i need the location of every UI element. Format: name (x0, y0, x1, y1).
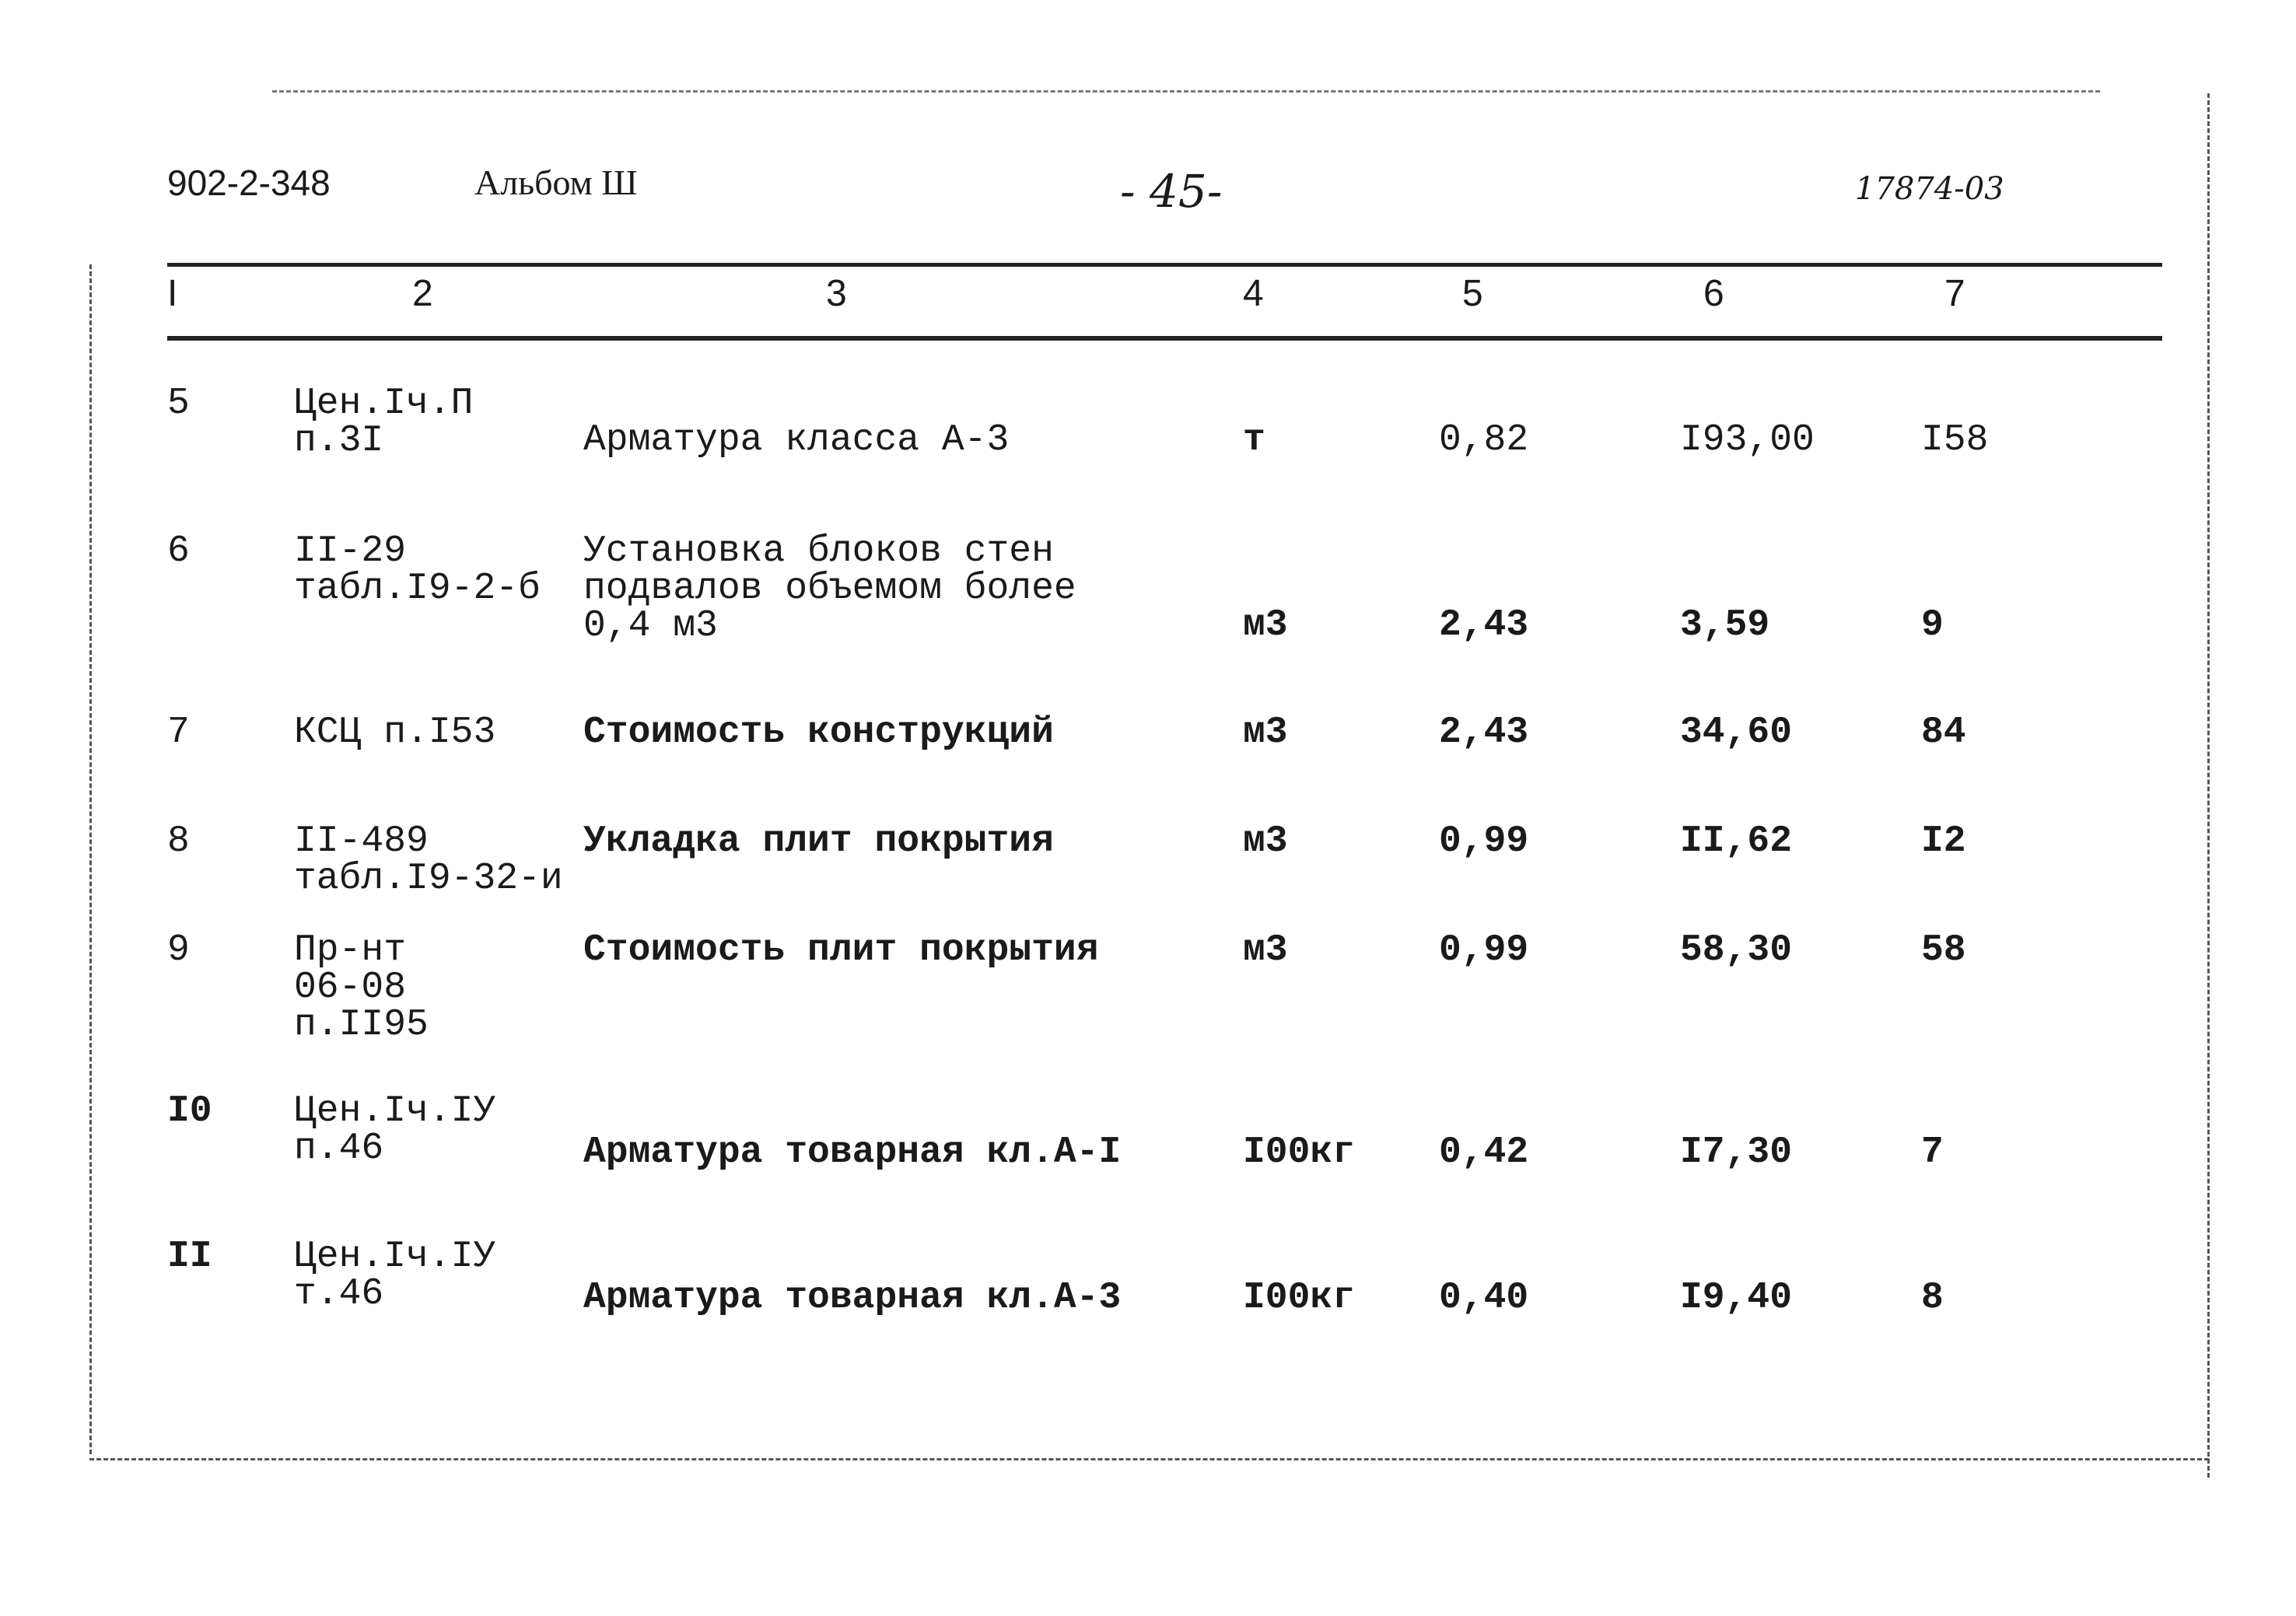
row-total: 9 (1921, 604, 1944, 646)
row-number: 6 (167, 530, 190, 572)
row-name: Арматура товарная кл.А-3 (583, 1277, 1122, 1319)
row-quantity: 2,43 (1439, 712, 1529, 754)
row-quantity: 0,99 (1439, 929, 1529, 971)
row-number: 5 (167, 383, 190, 425)
column-header-6: 6 (1703, 273, 1724, 314)
row-number: 7 (167, 712, 190, 754)
row-reference: II-29 табл.I9-2-б (294, 530, 541, 610)
row-total: 58 (1921, 929, 1966, 971)
row-quantity: 0,82 (1439, 419, 1529, 461)
row-reference: Цен.Iч.П п.3I (294, 383, 474, 462)
row-total: 84 (1921, 712, 1966, 754)
row-quantity: 0,42 (1439, 1132, 1529, 1174)
row-name: Укладка плит покрытия (583, 820, 1054, 862)
row-name: Стоимость плит покрытия (583, 929, 1099, 971)
row-unit-price: I9,40 (1680, 1277, 1793, 1319)
row-name: Стоимость конструкций (583, 712, 1054, 754)
row-quantity: 0,99 (1439, 820, 1529, 862)
row-unit-price: I7,30 (1680, 1132, 1793, 1174)
row-unit-price: 3,59 (1680, 604, 1770, 646)
row-number: I0 (167, 1090, 212, 1132)
row-name: Установка блоков стен подвалов объемом более 0,4 м3 (583, 530, 1076, 647)
row-unit-price: 58,30 (1680, 929, 1793, 971)
column-header-5: 5 (1462, 273, 1483, 314)
row-reference: Пр-нт 06-08 п.II95 (294, 929, 429, 1046)
row-total: I2 (1921, 820, 1966, 862)
row-total: I58 (1921, 419, 1989, 461)
row-unit-price: II,62 (1680, 820, 1793, 862)
archive-number: 17874-03 (1855, 171, 2004, 207)
column-header-4: 4 (1243, 273, 1264, 314)
row-number: II (167, 1236, 212, 1278)
row-unit: м3 (1243, 929, 1288, 971)
frame-right-border (2207, 93, 2210, 1478)
row-unit: I00кг (1243, 1132, 1356, 1174)
row-reference: КСЦ п.I53 (294, 712, 496, 754)
row-unit-price: I93,00 (1680, 419, 1815, 461)
row-number: 8 (167, 820, 190, 862)
document-code: 902-2-348 (167, 163, 331, 203)
row-reference: Цен.Iч.IУ п.46 (294, 1090, 496, 1170)
row-unit: I00кг (1243, 1277, 1356, 1319)
row-total: 8 (1921, 1277, 1944, 1319)
row-name: Арматура класса А-3 (583, 419, 1010, 461)
column-header-3: 3 (826, 273, 847, 314)
table-header-rule (167, 336, 2162, 341)
row-number: 9 (167, 929, 190, 971)
row-unit: т (1243, 419, 1265, 461)
column-header-2: 2 (412, 273, 433, 314)
row-total: 7 (1921, 1132, 1944, 1174)
row-reference: II-489 табл.I9-32-и (294, 820, 563, 900)
column-header-7: 7 (1944, 273, 1965, 314)
row-quantity: 2,43 (1439, 604, 1529, 646)
row-name: Арматура товарная кл.А-I (583, 1132, 1122, 1174)
album-label: Альбом Ш (474, 163, 638, 202)
table-top-rule (167, 263, 2162, 267)
row-unit: м3 (1243, 820, 1288, 862)
page-number: - 45- (1120, 165, 1223, 218)
frame-bottom-border (89, 1458, 2209, 1460)
frame-top-border (272, 90, 2100, 93)
row-unit: м3 (1243, 604, 1288, 646)
frame-left-border (89, 264, 92, 1454)
row-quantity: 0,40 (1439, 1277, 1529, 1319)
column-header-1: I (167, 273, 178, 314)
row-unit-price: 34,60 (1680, 712, 1793, 754)
row-unit: м3 (1243, 712, 1288, 754)
row-reference: Цен.Iч.IУ т.46 (294, 1236, 496, 1315)
